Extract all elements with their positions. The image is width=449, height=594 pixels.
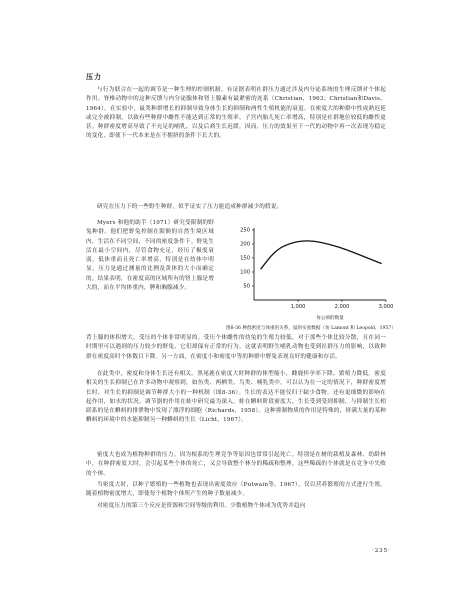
chart-y-tick-label: 100: [240, 269, 250, 276]
chart-x-axis-label: 每公顷的数量: [316, 316, 344, 321]
paragraph-hypothesis: 研究在压力下的一些野生种群，似乎证实了压力能造成种群减少的假说。: [97, 204, 283, 210]
chart-ticks: [240, 228, 393, 310]
chart-series: [261, 241, 382, 269]
chart-series-line-0: [261, 241, 382, 269]
section-title: 压力: [86, 72, 102, 81]
figure-caption: 图8-36 种群密度与体重的关系，鼠的实验数据（仿 Lamont 和 Leopold，1957）: [226, 326, 396, 331]
chart-axes: [254, 228, 386, 300]
paragraph-intro: 与行为联合在一起的调节是一种生理的控制机制。有证据表明社群压力通过涉及内分泌系统的生理反馈对个体起作用。脊椎动物中的这种反馈与内分泌腺体和肾上腺素有最紧密的连系（Christian，1963；Christian和Davis，1964）。在实验中，鼠类种群增长的抑制导致身体生长的抑制和两性生殖机能的衰退。在密度大的种群中性成熟迟延或完全被抑制，以致有些种群中雌性不能达到正常的生殖率。子宫内胎儿死亡率增高，特别是社群地位较低的雌性更甚。种群密度增高导致了不充足的哺乳，以及后裔生长迟缓。因而，压力的效果至下一代的动物中再一次表现为稳定的变化，即使下一代本来是在不拥挤的条件下长大的。: [86, 87, 386, 140]
chart-y-tick-label: 150: [240, 255, 250, 262]
paragraph-seed-reproduction: 当密度大时，以种子繁殖的一些植物也表现出密度效应（Putwain等，1967），仅以营养繁殖的方式进行生殖。随着植物密度增大，即使每个植物个体所产生的种子数量减少。: [86, 482, 386, 498]
chart-x-tick-label: 3,000: [378, 304, 394, 310]
page-number: ·235·: [372, 548, 391, 554]
chart-y-tick-label: 250: [240, 227, 250, 234]
paragraph-continuation: 背上腺的体积增大，受压的个体非常明显的。受压个体雌性的幼兔的生殖力较低，对于那些个体比较分散，且在同一时期里可以遇到的压力较少的野兔，它们却保有正常的行为。这就表明野生哺乳动物也受到社群压力的影响，以致种群在密度高时个体数目下降。另一方面，在密度小和密度中等的种群中野兔表现良好的健康和存活。: [86, 335, 386, 360]
paragraph-plant-pressure: 密度大也成为植物种群的压力。因为根系的生理竞争等原因也常常引起死亡。特别是在树的栽植及森林、幼龄林中，在种群密度大时，会引起某些个体的死亡，又会导致整个林分的稀疏和整理。这些稀疏的个体就是在竞争中失败的个体。: [86, 452, 386, 477]
figure-chart: [226, 222, 394, 322]
chart-x-tick-label: 1,000: [290, 304, 306, 310]
chart-svg: [226, 222, 394, 322]
chart-x-tick-label: 2,000: [334, 304, 350, 310]
paragraph-growth-inhibition: 在此类中，密度和身体生长还有相关。黑尾鹿在密度大时种群的体型缩小，雌鹿怀孕率下降，繁殖力降低。密度相关的生长抑制已在许多动物中观察到，如鱼类、两栖类、鸟类、哺乳类中，可以认为在一定的情况下，种群密度增长时，对生长的抑制是调节种群大小的一种机制（图8-36）。生长的表达不能仅归于缺少食物。还有更细微的影响在起作用，如水的状况。调节器的作用在蛙中研究最为深入，蛙在蝌蚪阶段密度大，生长受到受到抑制，与抑制生长相联系的是在蝌蚪的排泄物中发现了漂浮的细胞（Richards，1958）。这种抑制物质的作用是特殊的，挤满大量的某种蝌蚪的环境中的水能抑制另一种蝌蚪的生长（Licht，1967）。: [86, 371, 386, 424]
paragraph-myers-study: Myers 和他的助手（1971）研究受限制的野兔种群。他们把野兔控制在限额的自然生境区域内，生活在不同空间、不同的密度条件下。野兔生活在最小空间内，尽管食物充足，经历了极度衰弱，低体重而且死亡率增高，特别是在幼体中明显。压力是通过测量的比例及黄体的大小而确定的。结果表明，在密度高的区域所有的肾上腺是增大的，而在平均体重内，脾和胸腺减少。: [86, 220, 214, 292]
chart-y-tick-label: 200: [240, 241, 250, 248]
paragraph-third-response: 对密度压力的第三个反应是资源和空间等级的利用。少数植物个体成为优势并趋向: [97, 503, 306, 509]
chart-y-tick-label: 50: [243, 283, 250, 290]
